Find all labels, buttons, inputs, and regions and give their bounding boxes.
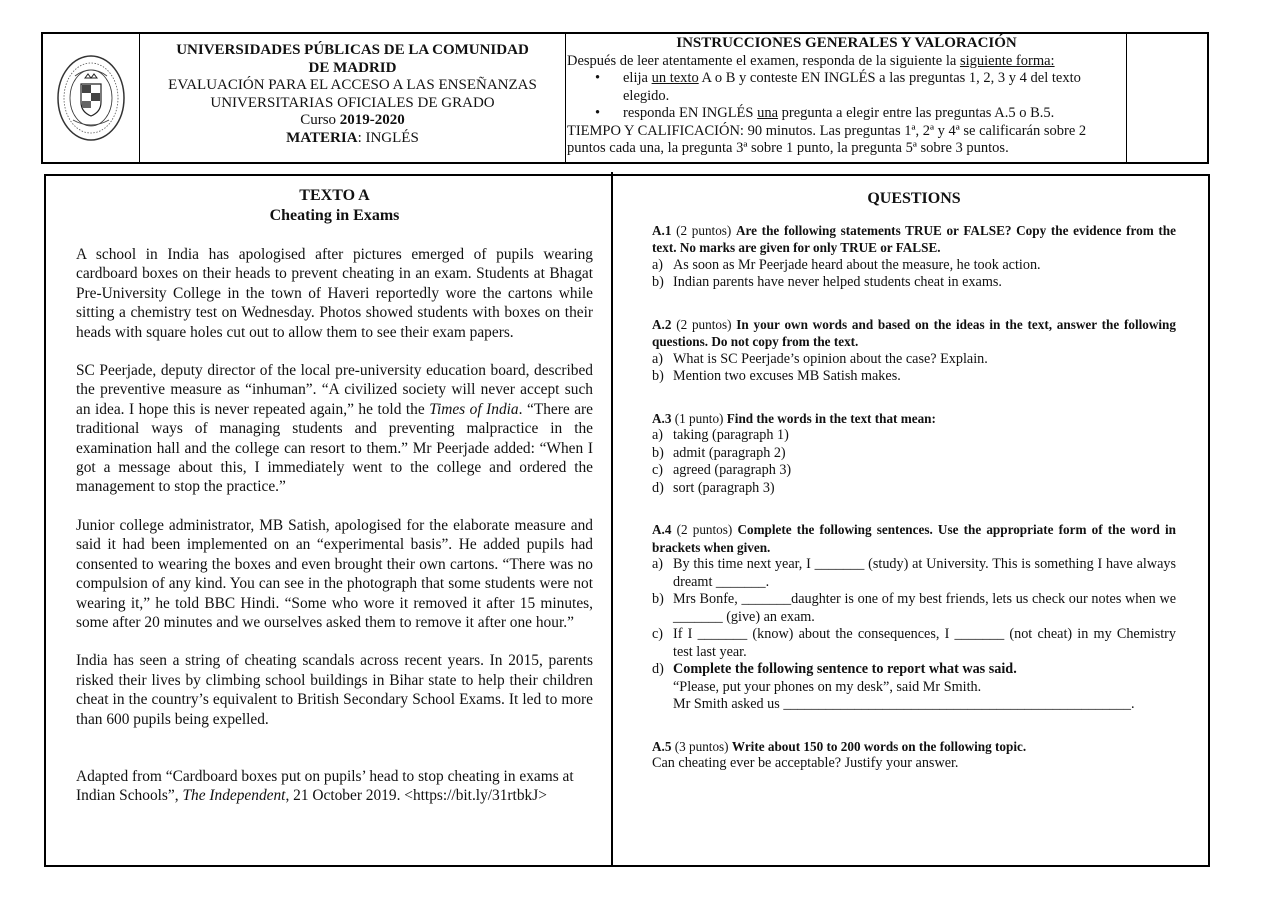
- bullet-icon: •: [595, 105, 601, 121]
- q-points: (2 puntos): [671, 522, 738, 537]
- item-text: Mrs Bonfe, _______daughter is one of my best friends, lets us check our notes when we _______ (give) an exam.: [673, 591, 1176, 625]
- q-number: A.1: [652, 222, 672, 238]
- q-prompt: Write about 150 to 200 words on the following topic.: [731, 738, 1027, 754]
- q-prompt: In your own words and based on the ideas in the text, answer the following questions. Do not copy from the text.: [652, 316, 1176, 349]
- item-d-instruction: Complete the following sentence to report what was said.: [673, 661, 1017, 677]
- curso-line: [140, 112, 565, 130]
- q-prompt: Are the following statements TRUE or FALSE? Copy the evidence from the text. No marks are given for only TRUE or FALSE.: [652, 222, 1176, 255]
- instruction-bullet-2: [567, 105, 1126, 123]
- item-text: admit (paragraph 2): [673, 444, 786, 461]
- title-line-4: UNIVERSITARIAS OFICIALES DE GRADO: [210, 94, 495, 111]
- item-text: What is SC Peerjade’s opinion about the case? Explain.: [673, 350, 988, 367]
- header-blank-cell: [1127, 34, 1207, 162]
- q-points: (2 puntos): [671, 222, 737, 238]
- title-line-2: DE MADRID: [308, 59, 397, 76]
- paragraph-2: [76, 361, 593, 497]
- item-label: a): [652, 556, 664, 572]
- paragraph-2-b: . “There are traditional ways of managing students and preventing malpractice in the examination hall and the college can resort to them.” Mr Peerjade added: “When I got a message about this, I immediately went to the college and ordered the management to stop the practice.”: [76, 400, 594, 496]
- exam-header: [41, 32, 1209, 164]
- source-italic: The Independent: [182, 787, 286, 805]
- bullet-2-a: responda EN INGLÉS: [623, 105, 758, 121]
- materia-line: [140, 130, 565, 148]
- materia-label: MATERIA: [286, 129, 358, 146]
- list-item: [652, 351, 1176, 369]
- bullet-2-text: [623, 105, 1126, 123]
- item-label: b): [652, 591, 664, 607]
- item-label: b): [652, 368, 664, 384]
- materia-value: : INGLÉS: [357, 129, 419, 146]
- list-item: [652, 462, 1176, 480]
- item-label: d): [652, 479, 664, 496]
- q-number: A.3: [652, 410, 672, 426]
- intro-underlined: siguiente forma:: [959, 52, 1055, 69]
- list-item: [652, 257, 1176, 275]
- bullet-1-underlined: un texto: [651, 70, 699, 86]
- item-text: As soon as Mr Peerjade heard about the measure, he took action.: [673, 256, 1041, 273]
- source-a: Adapted from “Cardboard boxes put on pupils’ head to stop cheating in exams at Indian Schools”,: [76, 767, 574, 805]
- question-a1-header: [652, 222, 1176, 257]
- logo-cell: [43, 34, 140, 162]
- question-a3-header: [652, 410, 1176, 428]
- instructions-title: INSTRUCCIONES GENERALES Y VALORACIÓN: [676, 35, 1017, 51]
- title-line-3: EVALUACIÓN PARA EL ACCESO A LAS ENSEÑANZAS: [168, 77, 537, 93]
- bullet-1-text: [623, 70, 1126, 105]
- paragraph-2-italic: Times of India: [429, 400, 519, 418]
- item-d-quote: “Please, put your phones on my desk”, said Mr Smith.: [673, 678, 982, 695]
- item-label: b): [652, 444, 664, 461]
- texto-label: TEXTO A: [299, 187, 370, 204]
- paragraph-4: India has seen a string of cheating scandals across recent years. In 2015, parents risked their lives by climbing school buildings in Bihar state to help their children cheat in the country’s equivalent to British Secondary School Exams. It led to more than 600 pupils being expelled.: [76, 652, 593, 728]
- list-item: [652, 556, 1176, 591]
- item-text: By this time next year, I _______ (study) at University. This is something I have always dreamt _______.: [673, 556, 1176, 590]
- item-label: c): [652, 462, 664, 478]
- bullet-1-a: elija: [623, 70, 652, 86]
- tiempo-calificacion: TIEMPO Y CALIFICACIÓN: 90 minutos. Las preguntas 1ª, 2ª y 4ª se calificarán sobre 2 puntos cada una, la pregunta 3ª sobre 1 punto, la pregunta 5ª sobre 3 puntos.: [567, 122, 1087, 156]
- q-points: (3 puntos): [671, 738, 732, 754]
- instructions-intro: [567, 53, 1126, 71]
- paragraph-1: A school in India has apologised after pictures emerged of pupils wearing cardboard boxes on their heads to prevent cheating in an exam. Students at Bhagat Pre-University College in the town of Haveri reportedly wore the cartons while sitting a chemistry test on Wednesday. Photos showed students with boxes on their heads with square holes cut out to allow them to see their exam papers.: [76, 246, 593, 341]
- source-b: , 21 October 2019. <https://bit.ly/31rtbkJ>: [285, 787, 547, 805]
- item-text: sort (paragraph 3): [673, 479, 775, 496]
- title-line-1: UNIVERSIDADES PÚBLICAS DE LA COMUNIDAD: [176, 42, 529, 58]
- q-number: A.5: [652, 738, 672, 754]
- item-d-answer-line: Mr Smith asked us _________________________________________________.: [673, 696, 1135, 712]
- list-item: [652, 445, 1176, 463]
- item-text: taking (paragraph 1): [673, 427, 789, 443]
- q-number: A.2: [652, 316, 672, 332]
- item-label: d): [652, 661, 664, 677]
- title-cell: [140, 34, 566, 162]
- list-item: [652, 274, 1176, 292]
- source-citation: [76, 767, 593, 806]
- university-seal-icon: [53, 50, 129, 146]
- instruction-bullet-1: [567, 70, 1126, 105]
- list-item: [652, 368, 1176, 386]
- item-d-body: [673, 661, 1176, 714]
- column-divider: [611, 172, 613, 865]
- item-label: a): [652, 427, 664, 443]
- list-item: [652, 626, 1176, 661]
- item-label: b): [652, 274, 664, 290]
- q-points: (1 punto): [671, 410, 727, 426]
- item-text: Mention two excuses MB Satish makes.: [673, 368, 901, 384]
- intro-text: Después de leer atentamente el examen, responda de la siguiente la: [567, 52, 960, 69]
- item-text: If I _______ (know) about the consequences, I _______ (not cheat) in my Chemistry test last year.: [673, 626, 1176, 660]
- bullet-2-b: pregunta a elegir entre las preguntas A.5 o B.5.: [778, 105, 1055, 121]
- texto-title: Cheating in Exams: [269, 207, 400, 224]
- list-item: [652, 427, 1176, 445]
- questions-column: [652, 190, 1176, 773]
- instructions-cell: [566, 34, 1127, 162]
- question-a4-header: [652, 521, 1176, 556]
- a5-topic: Can cheating ever be acceptable? Justify your answer.: [652, 755, 959, 771]
- bullet-2-underlined: una: [757, 105, 779, 121]
- question-a2-header: [652, 316, 1176, 351]
- curso-value: 2019-2020: [339, 112, 405, 128]
- q-prompt: Complete the following sentences. Use the appropriate form of the word in brackets when given.: [652, 522, 1176, 555]
- item-text: Indian parents have never helped students cheat in exams.: [673, 274, 1002, 290]
- questions-title: QUESTIONS: [867, 190, 961, 207]
- item-label: a): [652, 256, 664, 273]
- paragraph-3: Junior college administrator, MB Satish, apologised for the elaborate measure and said it had been implemented on an “experimental basis”. He added pupils had consented to wearing the boxes and even brought their own cartons. “There was no compulsion of any kind. You can see in the photograph that some students were not wearing it,” he told BBC Hindi. “Some who wore it removed it after 15 minutes, some after 20 minutes and we ourselves asked them to remove it after one hour.”: [76, 516, 593, 631]
- texto-a-column: [76, 186, 593, 806]
- question-a5-header: [652, 738, 1176, 756]
- q-points: (2 puntos): [671, 316, 737, 332]
- list-item: [652, 591, 1176, 626]
- q-number: A.4: [652, 522, 672, 537]
- list-item: [652, 480, 1176, 498]
- bullet-1-b: A o B y conteste EN INGLÉS a las preguntas 1, 2, 3 y 4 del texto elegido.: [623, 70, 1081, 104]
- q-prompt: Find the words in the text that mean:: [726, 410, 936, 426]
- paragraph-2-a: SC Peerjade, deputy director of the local pre-university education board, described the preventive measure as “inhuman”. “A civilized society will never accept such an idea. I hope this is never repeated again,” he told the: [76, 362, 593, 418]
- bullet-icon: •: [595, 70, 601, 86]
- item-label: a): [652, 350, 664, 367]
- item-label: c): [652, 626, 664, 642]
- item-text: agreed (paragraph 3): [673, 462, 792, 478]
- curso-label: Curso: [300, 112, 340, 128]
- list-item: [652, 661, 1176, 714]
